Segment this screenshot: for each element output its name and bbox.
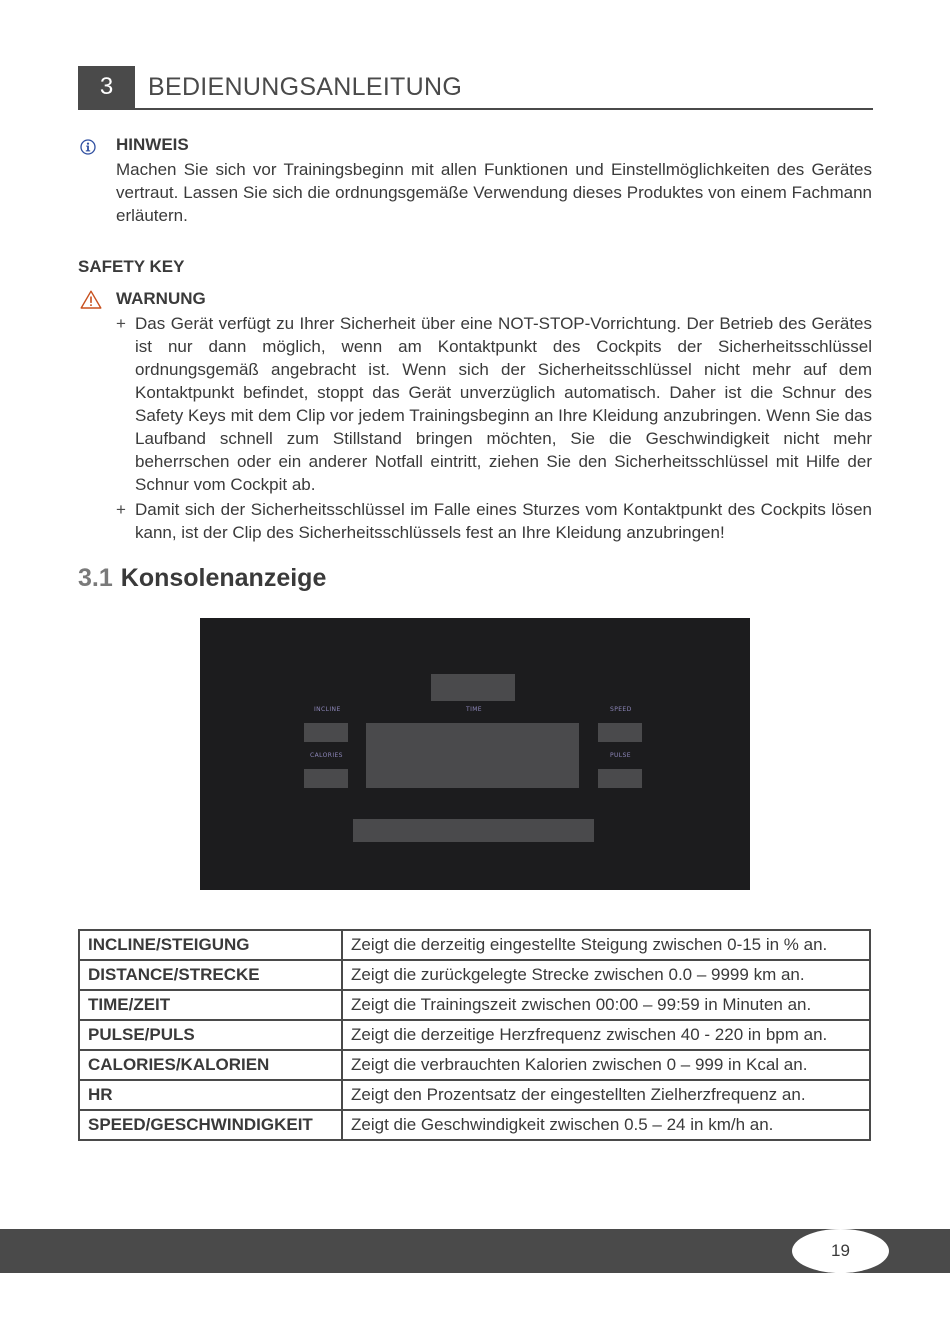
top-display: [431, 674, 515, 701]
table-key: CALORIES/KALORIEN: [79, 1050, 342, 1080]
plus-bullet: +: [116, 314, 126, 333]
warning-triangle-icon: [80, 290, 102, 314]
table-key: INCLINE/STEIGUNG: [79, 930, 342, 960]
pulse-label: PULSE: [610, 752, 631, 759]
info-icon: [80, 139, 96, 160]
table-row: [79, 960, 870, 990]
console-display-image: [200, 618, 750, 890]
incline-label: INCLINE: [314, 706, 341, 713]
warning-list: [116, 312, 872, 546]
section-title: [78, 564, 326, 593]
list-item: [116, 498, 872, 544]
section-heading: Konsolenanzeige: [120, 564, 327, 592]
table-key: PULSE/PULS: [79, 1020, 342, 1050]
section-number: 3.1: [78, 564, 113, 592]
pulse-display: [598, 769, 642, 788]
table-value: Zeigt den Prozentsatz der eingestellten Zielherzfrequenz an.: [342, 1080, 870, 1110]
table-value: Zeigt die Geschwindigkeit zwischen 0.5 – 24 in km/h an.: [342, 1110, 870, 1140]
note-heading: HINWEIS: [116, 135, 189, 154]
table-row: [79, 930, 870, 960]
speed-display: [598, 723, 642, 742]
chapter-header: [78, 66, 873, 110]
table-row: [79, 990, 870, 1020]
table-value: Zeigt die derzeitige Herzfrequenz zwischen 40 - 220 in bpm an.: [342, 1020, 870, 1050]
table-row: [79, 1080, 870, 1110]
bottom-display: [353, 819, 594, 842]
table-key: TIME/ZEIT: [79, 990, 342, 1020]
calories-display: [304, 769, 348, 788]
table-value: Zeigt die Trainingszeit zwischen 00:00 – 99:59 in Minuten an.: [342, 990, 870, 1020]
safety-key-title: SAFETY KEY: [78, 257, 185, 276]
chapter-title: BEDIENUNGSANLEITUNG: [148, 73, 463, 101]
table-value: Zeigt die derzeitig eingestellte Steigung zwischen 0-15 in % an.: [342, 930, 870, 960]
incline-display: [304, 723, 348, 742]
note-text: Machen Sie sich vor Trainingsbeginn mit allen Funktionen und Einstellmöglichkeiten des Gerätes vertraut. Lassen Sie sich die ordnungsgemäße Verwendung dieses Produktes von einem Fachmann erläutern.: [116, 160, 872, 225]
main-display: [366, 723, 579, 788]
table-value: Zeigt die zurückgelegte Strecke zwischen 0.0 – 9999 km an.: [342, 960, 870, 990]
warning-heading: WARNUNG: [116, 289, 206, 308]
table-key: SPEED/GESCHWINDIGKEIT: [79, 1110, 342, 1140]
console-function-table: [78, 929, 871, 1141]
table-value: Zeigt die verbrauchten Kalorien zwischen 0 – 999 in Kcal an.: [342, 1050, 870, 1080]
warning-text: Das Gerät verfügt zu Ihrer Sicherheit über eine NOT-STOP-Vorrichtung. Der Betrieb des Gerätes ist nur dann möglich, wenn am Kontaktpunkt des Cockpits der Sicherheitsschlüssel ordnungsgemäß angebracht ist. Wenn sich der Sicherheitsschlüssel nicht mehr auf dem Kontaktpunkt befindet, stoppt das Gerät unverzüglich automatisch. Daher ist die Schnur des Safety Keys mit dem Clip vor jedem Trainingsbeginn an Ihre Kleidung anzubringen. Wenn Sie das Laufband schnell zum Stillstand bringen möchten, Sie die Geschwindigkeit nicht mehr beherrschen oder ein anderer Notfall eintritt, ziehen Sie den Sicherheitsschlüssel mit Hilfe der Schnur vom Cockpit ab.: [135, 314, 872, 494]
page-number: 19: [792, 1229, 889, 1273]
time-label: TIME: [466, 706, 483, 713]
plus-bullet: +: [116, 500, 126, 519]
table-row: [79, 1050, 870, 1080]
calories-label: CALORIES: [310, 752, 343, 759]
list-item: [116, 312, 872, 496]
table-key: DISTANCE/STRECKE: [79, 960, 342, 990]
warning-text: Damit sich der Sicherheitsschlüssel im Falle eines Sturzes vom Kontaktpunkt des Cockpits lösen kann, ist der Clip des Sicherheitsschlüssels fest an Ihre Kleidung anzubringen!: [135, 500, 872, 542]
table-key: HR: [79, 1080, 342, 1110]
chapter-number: 3: [78, 66, 135, 108]
table-row: [79, 1020, 870, 1050]
speed-label: SPEED: [610, 706, 632, 713]
table-row: [79, 1110, 870, 1140]
